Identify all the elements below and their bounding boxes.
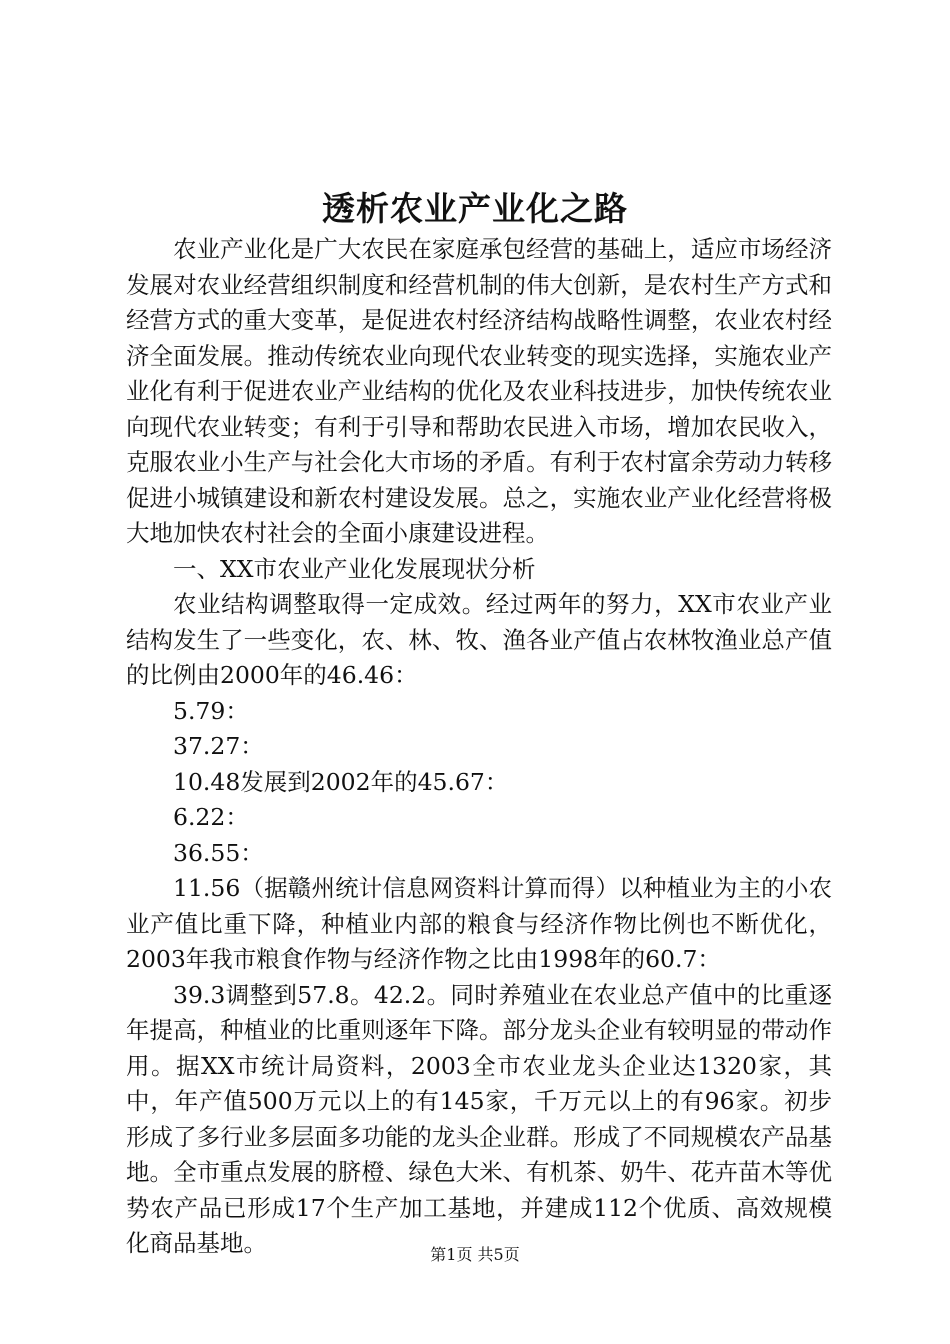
- ratio-line: 37.27：: [173, 732, 264, 760]
- paragraph-intro: 农业产业化是广大农民在家庭承包经营的基础上，适应市场经济发展对农业经营组织制度和经营机制的伟大创新，是农村生产方式和经营方式的重大变革，是促进农村经济结构战略性调整，农业农村经济全面发展。推动传统农业向现代农业转变的现实选择，实施农业产业化有利于促进农业产业结构的优化及农业科技进步，加快传统农业向现代农业转变；有利于引导和帮助农民进入市场，增加农民收入，克服农业小生产与社会化大市场的矛盾。有利于农村富余劳动力转移促进小城镇建设和新农村建设发展。总之，实施农业产业化经营将极大地加快农村社会的全面小康建设进程。: [126, 235, 832, 547]
- ratio-line: 10.48发展到2002年的45.67：: [173, 767, 509, 796]
- paragraph-enterprises: 39.3调整到57.8。42.2。同时养殖业在农业总产值中的比重逐年提高，种植业的比重则逐年下降。部分龙头企业有较明显的带动作用。据XX市统计局资料，2003全市农业龙头企业达1320家，其中，年产值500万元以上的有145家，千万元以上的有96家。初步形成了多行业多层面多功能的龙头企业群。形成了不同规模农产品基地。全市重点发展的脐橙、绿色大米、有机茶、奶牛、花卉苗木等优势农产品已形成17个生产加工基地，并建成112个优质、高效规模化商品基地。: [126, 980, 832, 1257]
- document-body: [126, 232, 832, 1262]
- paragraph-structure: 农业结构调整取得一定成效。经过两年的努力，XX市农业产业结构发生了一些变化，农、林、牧、渔各业产值占农林牧渔业总产值的比例由2000年的46.46：: [126, 590, 832, 689]
- section-heading: 一、XX市农业产业化发展现状分析: [173, 554, 536, 583]
- document-title: 透析农业产业化之路: [322, 189, 628, 228]
- ratio-line: 5.79：: [173, 696, 249, 725]
- ratio-line: 6.22：: [173, 803, 249, 831]
- ratio-line: 36.55：: [173, 838, 264, 867]
- page-footer: 第1页 共5页: [430, 1245, 520, 1264]
- paragraph-crops: 11.56（据赣州统计信息网资料计算而得）以种植业为主的小农业产值比重下降，种植业内部的粮食与经济作物比例也不断优化，2003年我市粮食作物与经济作物之比由1998年的60.7：: [126, 874, 832, 973]
